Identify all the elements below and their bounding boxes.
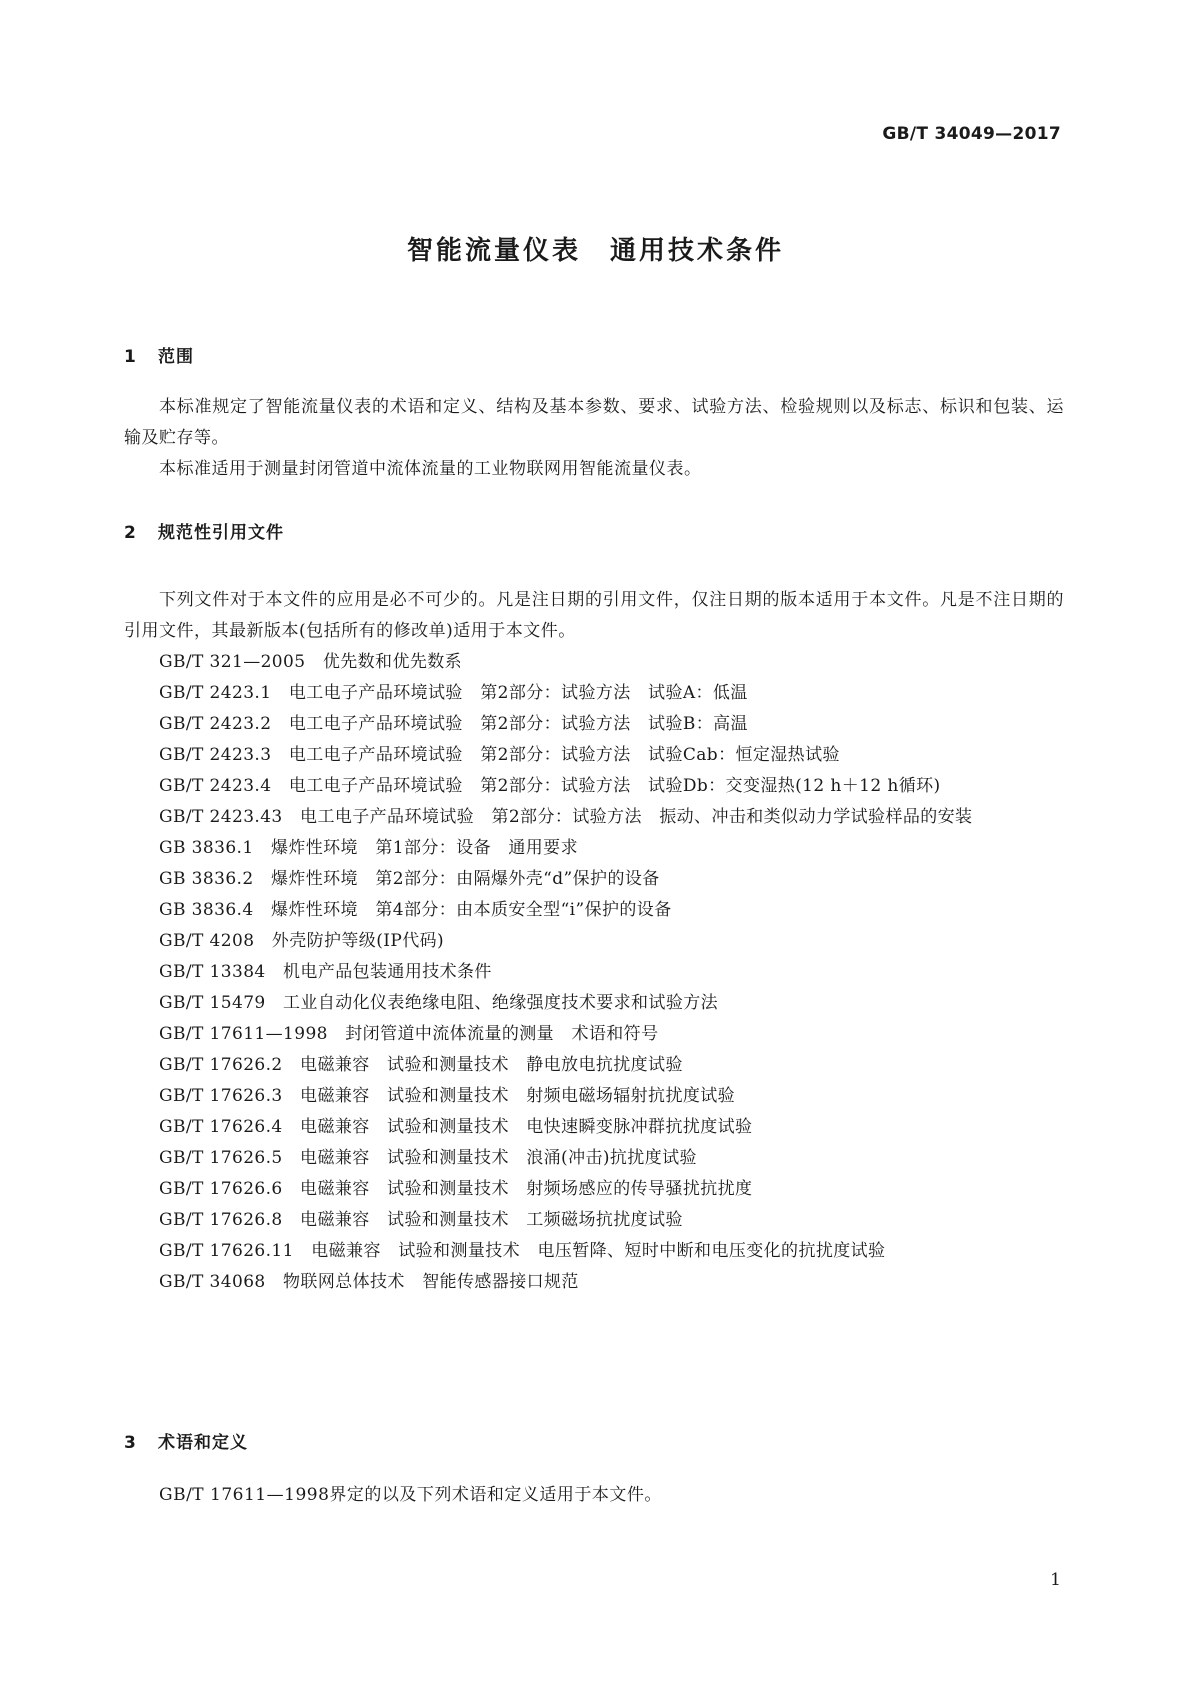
reference-item: GB/T 4208 外壳防护等级(IP代码) [159, 931, 445, 951]
reference-item: GB/T 13384 机电产品包装通用技术条件 [159, 962, 492, 982]
section-1-heading [124, 342, 194, 367]
reference-item: GB/T 17626.4 电磁兼容 试验和测量技术 电快速瞬变脉冲群抗扰度试验 [159, 1117, 753, 1137]
reference-item: GB/T 17626.11 电磁兼容 试验和测量技术 电压暂降、短时中断和电压变化的抗扰度试验 [159, 1241, 886, 1261]
section-number: 2 [124, 523, 137, 543]
reference-item: GB/T 2423.4 电工电子产品环境试验 第2部分：试验方法 试验Db：交变湿热(12 h＋12 h循环) [159, 776, 941, 796]
reference-item: GB/T 2423.2 电工电子产品环境试验 第2部分：试验方法 试验B：高温 [159, 714, 748, 734]
reference-item: GB/T 2423.1 电工电子产品环境试验 第2部分：试验方法 试验A：低温 [159, 683, 748, 703]
reference-item: GB/T 17626.5 电磁兼容 试验和测量技术 浪涌(冲击)抗扰度试验 [159, 1148, 697, 1168]
reference-item: GB/T 2423.3 电工电子产品环境试验 第2部分：试验方法 试验Cab：恒定湿热试验 [159, 745, 840, 765]
section-3-heading [124, 1428, 248, 1453]
section-3-paragraph-1: GB/T 17611—1998界定的以及下列术语和定义适用于本文件。 [159, 1485, 662, 1505]
reference-item: GB/T 34068 物联网总体技术 智能传感器接口规范 [159, 1272, 579, 1292]
reference-item: GB/T 17626.6 电磁兼容 试验和测量技术 射频场感应的传导骚扰抗扰度 [159, 1179, 753, 1199]
reference-item: GB 3836.1 爆炸性环境 第1部分：设备 通用要求 [159, 838, 578, 858]
section-number: 3 [124, 1433, 137, 1453]
reference-item: GB 3836.4 爆炸性环境 第4部分：由本质安全型“i”保护的设备 [159, 900, 672, 920]
section-1-paragraph-2: 本标准适用于测量封闭管道中流体流量的工业物联网用智能流量仪表。 [159, 459, 702, 479]
section-number: 1 [124, 347, 137, 367]
reference-item: GB/T 17626.3 电磁兼容 试验和测量技术 射频电磁场辐射抗扰度试验 [159, 1086, 736, 1106]
reference-item: GB/T 17626.2 电磁兼容 试验和测量技术 静电放电抗扰度试验 [159, 1055, 683, 1075]
reference-item: GB 3836.2 爆炸性环境 第2部分：由隔爆外壳“d”保护的设备 [159, 869, 660, 889]
standard-code: GB/T 34049—2017 [882, 124, 1061, 144]
document-title: 智能流量仪表 通用技术条件 [406, 236, 784, 266]
section-2-heading [124, 518, 284, 543]
section-title: 规范性引用文件 [158, 523, 284, 543]
reference-item: GB/T 15479 工业自动化仪表绝缘电阻、绝缘强度技术要求和试验方法 [159, 993, 719, 1013]
section-1-paragraph-1: 本标准规定了智能流量仪表的术语和定义、结构及基本参数、要求、试验方法、检验规则以及标志、标识和包装、运输及贮存等。 [124, 397, 1064, 448]
reference-item: GB/T 17611—1998 封闭管道中流体流量的测量 术语和符号 [159, 1024, 659, 1044]
normative-references-list [124, 647, 1064, 1298]
reference-item: GB/T 321—2005 优先数和优先数系 [159, 652, 463, 672]
reference-item: GB/T 17626.8 电磁兼容 试验和测量技术 工频磁场抗扰度试验 [159, 1210, 683, 1230]
page-number: 1 [1050, 1570, 1061, 1590]
section-2-paragraph-1: 下列文件对于本文件的应用是必不可少的。凡是注日期的引用文件，仅注日期的版本适用于本文件。凡是不注日期的引用文件，其最新版本(包括所有的修改单)适用于本文件。 [124, 590, 1064, 641]
reference-item: GB/T 2423.43 电工电子产品环境试验 第2部分：试验方法 振动、冲击和类似动力学试验样品的安装 [159, 807, 973, 827]
section-title: 范围 [158, 347, 194, 367]
section-title: 术语和定义 [158, 1433, 248, 1453]
